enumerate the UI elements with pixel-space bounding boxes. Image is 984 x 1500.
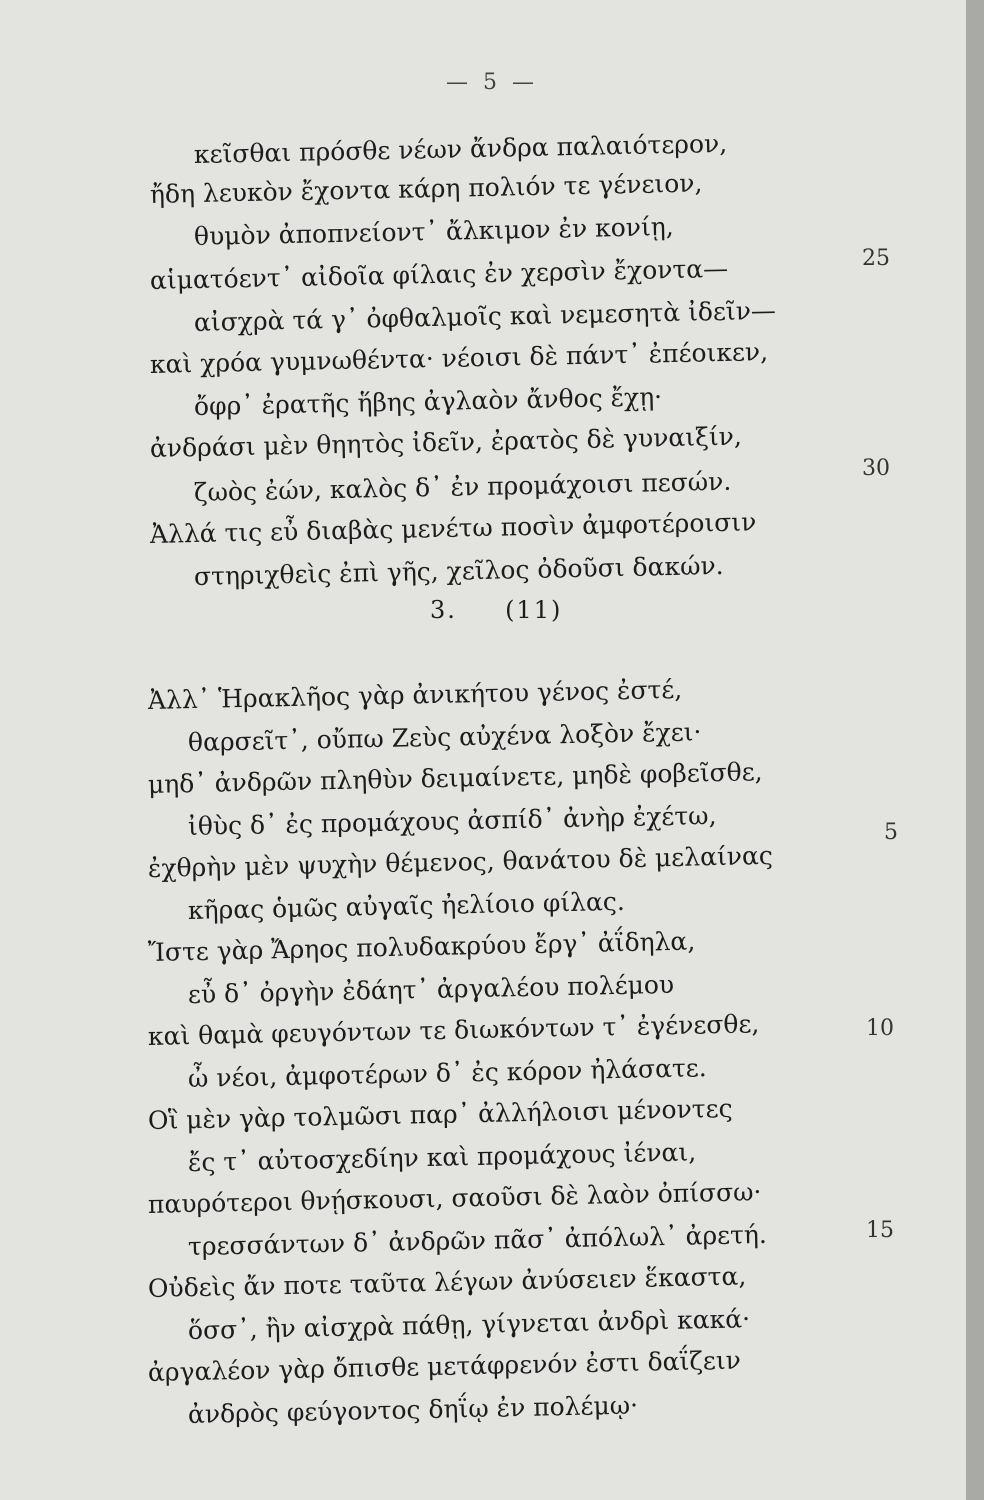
verse-line: ὅσσ᾽, ἢν αἰσχρὰ πάθῃ, γίγνεται ἀνδρὶ κακά· (187, 1304, 751, 1345)
verse-line: ἀργαλέον γὰρ ὄπισθε μετάφρενόν ἐστι δαΐζειν (147, 1345, 742, 1387)
verse-line: ἰθὺς δ᾽ ἐς προμάχους ἀσπίδ᾽ ἀνὴρ ἐχέτω, (187, 800, 717, 841)
verse-line: στηριχθεὶς ἐπὶ γῆς, χεῖλος ὀδοῦσι δακών. (193, 550, 724, 591)
verse-line: ὄφρ᾽ ἐρατῆς ἥβης ἀγλαὸν ἄνθος ἔχῃ· (193, 382, 663, 421)
verse-line: ἀνδρὸς φεύγοντος δηΐῳ ἐν πολέμῳ· (187, 1390, 639, 1429)
section-reference: (11) (505, 596, 563, 624)
verse-line: Ἀλλ᾽ Ἡρακλῆος γὰρ ἀνικήτου γένος ἐστέ, (147, 674, 683, 715)
verse-line: κεῖσθαι πρόσθε νέων ἄνδρα παλαιότερον, (193, 128, 728, 169)
verse-line: ὦ νέοι, ἀμφοτέρων δ᾽ ἐς κόρον ἠλάσατε. (187, 1053, 707, 1093)
line-number: 25 (862, 246, 890, 271)
section-number: 3. (430, 596, 457, 624)
line-number: 15 (866, 1218, 894, 1243)
verse-line: καὶ θαμὰ φευγόντων τε διωκόντων τ᾽ ἐγένεσθε, (147, 1009, 760, 1051)
verse-line: Οἳ μὲν γὰρ τολμῶσι παρ᾽ ἀλλήλοισι μένοντες (147, 1093, 733, 1135)
verse-line: τρεσσάντων δ᾽ ἀνδρῶν πᾶσ᾽ ἀπόλωλ᾽ ἀρετή. (187, 1219, 768, 1261)
section-heading (430, 596, 562, 624)
verse-line: εὖ δ᾽ ὀργὴν ἐδάητ᾽ ἀργαλέου πολέμου (187, 969, 675, 1009)
verse-line: Ἀλλά τις εὖ διαβὰς μενέτω ποσὶν ἀμφοτέροισιν (149, 507, 757, 549)
verse-line: κῆρας ὁμῶς αὐγαῖς ἠελίοιο φίλας. (187, 886, 626, 925)
page-edge (966, 0, 984, 1500)
verse-line: ἤδη λευκὸν ἔχοντα κάρη πολιόν τε γένειον, (149, 168, 703, 209)
verse-line: ζωὸς ἐών, καλὸς δ᾽ ἐν προμάχοισι πεσών. (193, 466, 732, 507)
verse-line: αἰσχρὰ τά γ᾽ ὀφθαλμοῖς καὶ νεμεσητὰ ἰδεῖν— (193, 295, 777, 337)
verse-line: παυρότεροι θνῄσκουσι, σαοῦσι δὲ λαὸν ὀπίσσω· (147, 1177, 762, 1219)
verse-line: καὶ χρόα γυμνωθέντα· νέοισι δὲ πάντ᾽ ἐπέοικεν, (149, 337, 769, 379)
page-number: — 5 — (446, 70, 538, 95)
verse-line: ἔς τ᾽ αὐτοσχεδίην καὶ προμάχους ἰέναι, (187, 1137, 697, 1177)
verse-line: Ἴστε γὰρ Ἄρηος πολυδακρύου ἔργ᾽ ἀΐδηλα, (147, 926, 696, 967)
verse-line: αἱματόεντ᾽ αἰδοῖα φίλαις ἐν χερσὶν ἔχοντα— (149, 253, 729, 295)
line-number: 10 (866, 1016, 894, 1041)
verse-line: ἐχθρὴν μὲν ψυχὴν θέμενος, θανάτου δὲ μελαίνας (147, 840, 774, 883)
verse-line: ἀνδράσι μὲν θηητὸς ἰδεῖν, ἐρατὸς δὲ γυναιξίν, (149, 421, 743, 463)
verse-line: θυμὸν ἀποπνείοντ᾽ ἄλκιμον ἐν κονίῃ, (193, 211, 674, 251)
line-number: 30 (862, 456, 890, 481)
verse-line: Οὐδεὶς ἄν ποτε ταῦτα λέγων ἀνύσειεν ἕκαστα, (147, 1261, 747, 1303)
verse-line: θαρσεῖτ᾽, οὔπω Ζεὺς αὐχένα λοξὸν ἔχει· (187, 717, 702, 757)
verse-line: μηδ᾽ ἀνδρῶν πληθὺν δειμαίνετε, μηδὲ φοβεῖσθε, (147, 757, 763, 799)
line-number: 5 (884, 820, 898, 845)
